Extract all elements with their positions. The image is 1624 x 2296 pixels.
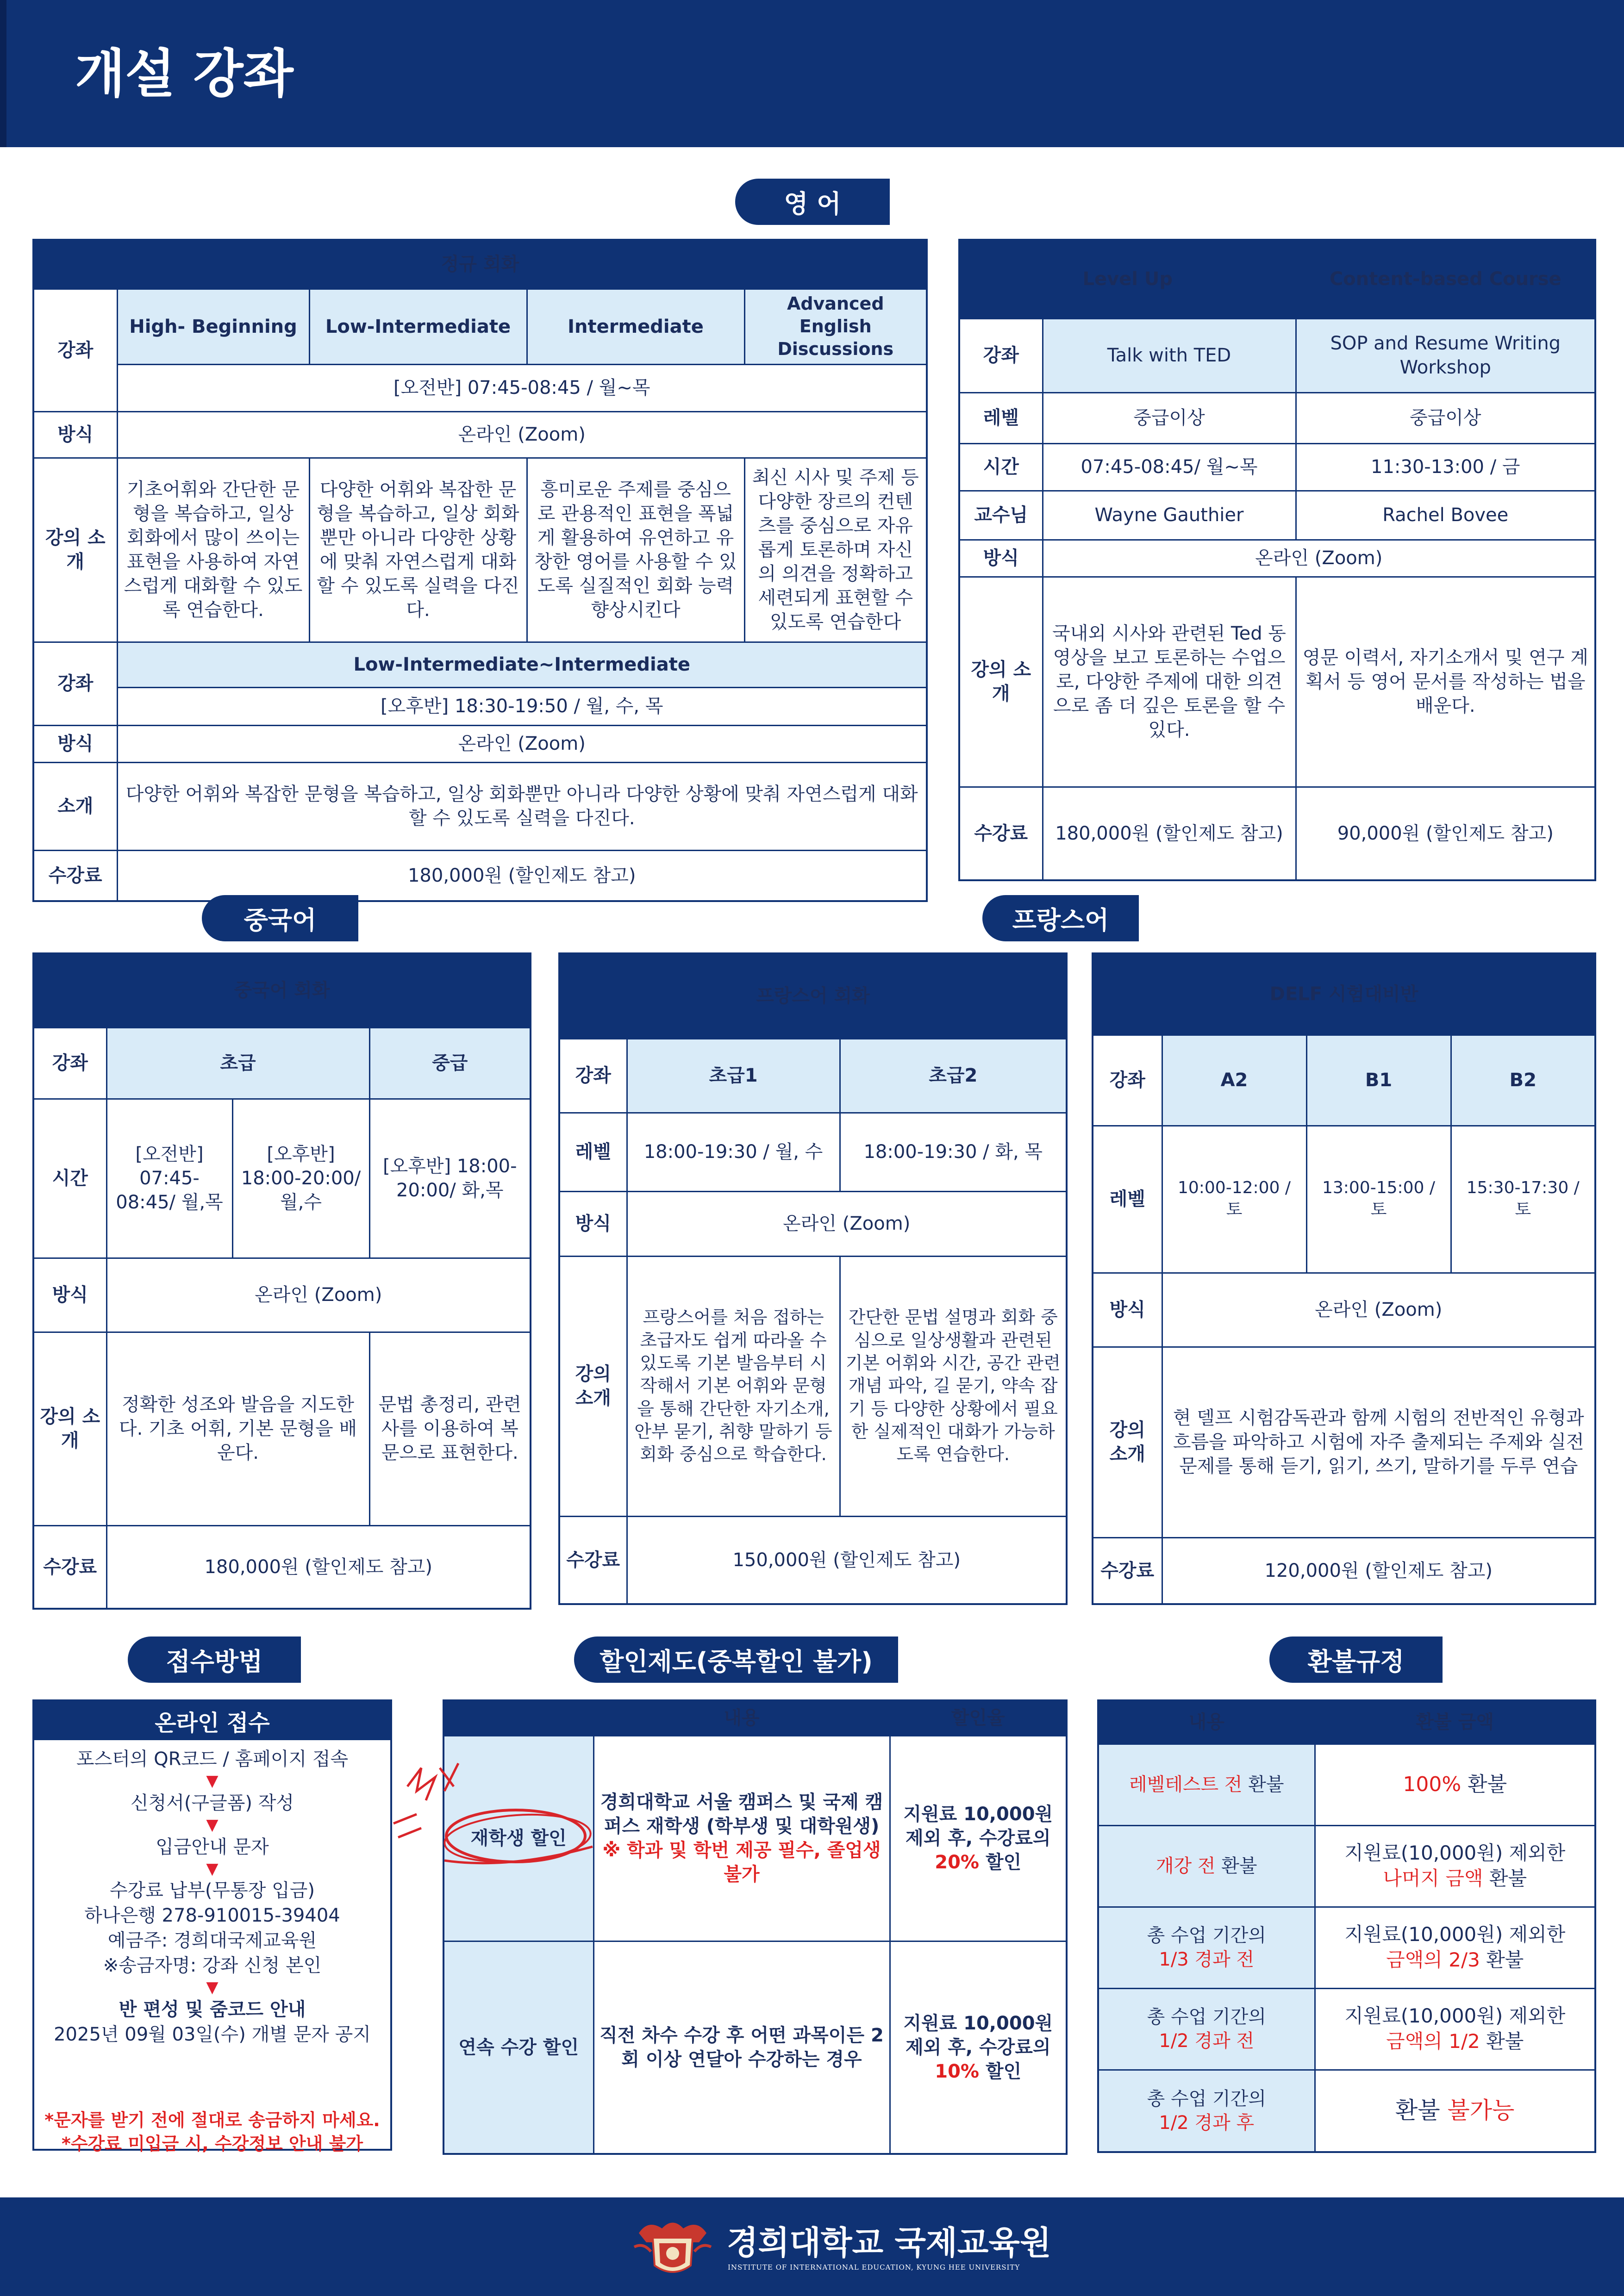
label-method-evening: 방식 [33, 725, 117, 762]
label-level: 레벨 [1093, 1126, 1162, 1273]
arrow-down-icon: ▼ [206, 1859, 219, 1878]
refund-cond-leveltest [1098, 1744, 1315, 1825]
chinese-title: 중국어 회화 [33, 953, 531, 1027]
refund-amount-leveltest [1315, 1744, 1595, 1825]
desc-ted: 국내외 시사와 관련된 Ted 동영상을 보고 토론하는 수업으로, 다양한 주제에 대한 의견으로 좀 더 깊은 토론을 할 수 있다. [1043, 577, 1296, 787]
warning-no-transfer: *문자를 받기 전에 절대로 송금하지 마세요. [44, 2110, 380, 2130]
evening-time: [오후반] 18:30-19:50 / 월, 수, 목 [117, 687, 927, 725]
refund-cond-before-start [1098, 1825, 1315, 1907]
chinese-table [32, 952, 531, 1610]
header-edge [0, 0, 6, 147]
notice-title: 반 편성 및 줌코드 안내 [119, 1999, 306, 2021]
professor-sop: Rachel Bovee [1296, 491, 1595, 540]
label-method: 방식 [959, 540, 1043, 577]
footer-institution-name: 경희대학교 국제교육원 [727, 2224, 1051, 2262]
french-table [558, 952, 1068, 1605]
desc-low-intermediate: 다양한 어휘와 복잡한 문형을 복습하고, 일상 회화뿐만 아니라 다양한 상황에 맞춰 자연스럽게 대화할 수 있도록 실력을 다진다. [309, 458, 527, 642]
discount-student-content [593, 1736, 890, 1941]
step-form: 신청서(구글폼) 작성 [130, 1792, 294, 1814]
desc-french-1: 프랑스어를 처음 접하는 초급자도 쉽게 따라올 수 있도록 기본 발음부터 시작해서 기본 어휘와 문형을 통해 간단한 자기소개, 안부 묻기, 취향 말하기 등 회화 중심으로 학습한다. [627, 1256, 840, 1516]
refund-cond-third [1098, 1907, 1315, 1988]
registration-warnings [34, 2109, 390, 2156]
cond-red: 레벨테스트 전 [1129, 1774, 1243, 1795]
amount-pre: 지원료(10,000원) 제외한 [1344, 1842, 1566, 1865]
refund-amount-third [1315, 1907, 1595, 1988]
section-french: 프랑스어 [982, 895, 1139, 941]
time-b2: 15:30-17:30 / 토 [1451, 1126, 1595, 1273]
label-course-evening: 강좌 [33, 642, 117, 725]
cond-red: 개강 전 [1156, 1855, 1216, 1877]
desc-french-2: 간단한 문법 설명과 회화 중심으로 일상생활과 관련된 기본 어휘와 시간, 공간 관련 개념 파악, 길 묻기, 약속 잡기 등 다양한 상황에서 필요한 실제적인 대화가 가능하도록 연습한다. [840, 1256, 1067, 1516]
rate-pre: 지원료 10,000원 제외 후, 수강료의 [903, 2012, 1053, 2058]
circle-annotation-icon [389, 1759, 611, 1898]
step-sms: 입금안내 문자 [156, 1836, 269, 1858]
french-method: 온라인 (Zoom) [627, 1191, 1067, 1256]
university-crest-icon [630, 2215, 716, 2279]
level-ted: 중급이상 [1043, 392, 1296, 443]
morning-method: 온라인 (Zoom) [117, 411, 927, 458]
cond-red: 1/3 경과 전 [1159, 1949, 1255, 1970]
level-intermediate: 중급 [369, 1027, 531, 1099]
section-discount: 할인제도(중복할인 불가) [574, 1636, 898, 1683]
label-intro-evening: 소개 [33, 762, 117, 850]
desc-chinese-beginner: 정확한 성조와 발음을 지도한다. 기초 어휘, 기본 문형을 배운다. [106, 1332, 369, 1525]
english-regular-title: 정규 회화 [33, 240, 927, 289]
label-course: 강좌 [33, 1027, 106, 1099]
section-refund: 환불규정 [1269, 1636, 1443, 1683]
french-title: 프랑스어 회화 [559, 953, 1067, 1039]
course-high-beginning: High- Beginning [117, 289, 309, 364]
time-evening-tt: [오후반] 18:00-20:00/ 화,목 [369, 1099, 531, 1258]
rate-value: 10% [935, 2060, 980, 2082]
discount-consecutive-content: 직전 차수 수강 후 어떤 과목이든 2회 이상 연달아 수강하는 경우 [593, 1941, 890, 2154]
cond-red: 1/2 경과 전 [1159, 2030, 1255, 2052]
english-special-table [958, 239, 1596, 881]
amount-post: 환불 [1489, 1867, 1527, 1890]
refund-amount-half-before [1315, 1988, 1595, 2070]
payment-title: 수강료 납부(무통장 입금) [109, 1880, 315, 1902]
morning-time: [오전반] 07:45-08:45 / 월~목 [117, 364, 927, 411]
discount-consecutive-rate [890, 1941, 1067, 2154]
course-advanced: Advanced English Discussions [744, 289, 927, 364]
cond-red: 1/2 경과 후 [1159, 2112, 1255, 2134]
label-course: 강좌 [559, 1039, 627, 1113]
footer-institution-subtitle: INSTITUTE OF INTERNATIONAL EDUCATION, KYUNG HEE UNIVERSITY [728, 2263, 1020, 2271]
desc-sop: 영문 이력서, 자기소개서 및 연구 계획서 등 영어 문서를 작성하는 법을 배운다. [1296, 577, 1595, 787]
time-morning: [오전반] 07:45-08:45/ 월,목 [106, 1099, 232, 1258]
amount-pre: 지원료(10,000원) 제외한 [1344, 1923, 1566, 1946]
refund-table [1097, 1699, 1596, 2153]
label-course: 강좌 [959, 318, 1043, 392]
amount-red: 100% [1403, 1773, 1462, 1797]
fee-sop: 90,000원 (할인제도 참고) [1296, 787, 1595, 880]
course-a2: A2 [1162, 1035, 1306, 1126]
amount-post: 환불 [1486, 1948, 1524, 1971]
arrow-down-icon: ▼ [206, 1978, 219, 1997]
header-level-up: Level Up [959, 240, 1296, 318]
label-fee: 수강료 [33, 850, 117, 901]
header-content-based: Content-based Course [1296, 240, 1595, 318]
course-b2: B2 [1451, 1035, 1595, 1126]
student-discount-label: 재학생 할인 [470, 1828, 567, 1849]
label-intro: 강의 소개 [33, 458, 117, 642]
desc-high-beginning: 기초어휘와 간단한 문형을 복습하고, 일상 회화에서 많이 쓰이는 표현을 사용하여 자연스럽게 대화할 수 있도록 연습한다. [117, 458, 309, 642]
delf-fee: 120,000원 (할인제도 참고) [1162, 1537, 1595, 1604]
label-method: 방식 [33, 411, 117, 458]
label-method: 방식 [33, 1258, 106, 1332]
step-qr: 포스터의 QR코드 / 홈페이지 접속 [76, 1748, 349, 1770]
english-regular-table [32, 239, 928, 902]
refund-header-content: 내용 [1098, 1700, 1315, 1744]
student-eligibility: 경희대학교 서울 캠퍼스 및 국제 캠퍼스 재학생 (학부생 및 대학원생) [600, 1792, 883, 1837]
amount-pre: 환불 [1395, 2097, 1440, 2124]
course-talk-with-ted: Talk with TED [1043, 318, 1296, 392]
amount-red: 나머지 금액 [1383, 1867, 1483, 1890]
evening-intro: 다양한 어휘와 복잡한 문형을 복습하고, 일상 회화뿐만 아니라 다양한 상황에 맞춰 자연스럽게 대화할 수 있도록 실력을 다진다. [117, 762, 927, 850]
refund-amount-before-start [1315, 1825, 1595, 1907]
delf-title: DELF 시험대비반 [1093, 953, 1595, 1035]
course-sop-resume: SOP and Resume Writing Workshop [1296, 318, 1595, 392]
rate-post: 할인 [985, 1852, 1022, 1873]
cond-pre: 총 수업 기간의 [1147, 2006, 1266, 2028]
course-beginner-1: 초급1 [627, 1039, 840, 1113]
label-fee: 수강료 [959, 787, 1043, 880]
chinese-method: 온라인 (Zoom) [106, 1258, 531, 1332]
payment-sender: ※송금자명: 강좌 신청 본인 [103, 1955, 322, 1977]
registration-title: 온라인 접수 [34, 1701, 390, 1740]
rate-pre: 지원료 10,000원 제외 후, 수강료의 [903, 1804, 1053, 1849]
refund-amount-half-after [1315, 2070, 1595, 2152]
time-evening-mw: [오후반] 18:00-20:00/ 월,수 [232, 1099, 369, 1258]
label-fee: 수강료 [33, 1525, 106, 1609]
cond-text: 환불 [1248, 1774, 1284, 1795]
special-method: 온라인 (Zoom) [1043, 540, 1595, 577]
section-registration: 접수방법 [128, 1636, 301, 1683]
refund-cond-half-before [1098, 1988, 1315, 2070]
time-ted: 07:45-08:45/ 월~목 [1043, 443, 1296, 491]
time-b1: 13:00-15:00 / 토 [1306, 1126, 1451, 1273]
section-chinese: 중국어 [202, 895, 358, 941]
cond-text: 환불 [1221, 1855, 1257, 1877]
discount-header-rate: 할인율 [890, 1700, 1067, 1736]
label-fee: 수강료 [1093, 1537, 1162, 1604]
label-level: 레벨 [559, 1113, 627, 1191]
refund-cond-half-after [1098, 2070, 1315, 2152]
desc-advanced: 최신 시사 및 주제 등 다양한 장르의 컨텐츠를 중심으로 자유롭게 토론하며 자신의 의견을 정확하고 세련되게 표현할 수 있도록 연습한다 [744, 458, 927, 642]
refund-header-amount: 환불 금액 [1315, 1700, 1595, 1744]
student-note: ※ 학과 및 학번 제공 필수, 졸업생 불가 [602, 1840, 881, 1885]
amount-red: 금액의 1/2 [1386, 2030, 1480, 2053]
label-fee: 수강료 [559, 1516, 627, 1604]
payment-holder: 예금주: 경희대국제교육원 [107, 1930, 317, 1952]
delf-description: 현 델프 시험감독관과 함께 시험의 전반적인 유형과 흐름을 파악하고 시험에 자주 출제되는 주제와 실전 문제를 통해 듣기, 읽기, 쓰기, 말하기를 두루 연습 [1162, 1347, 1595, 1537]
english-regular-fee: 180,000원 (할인제도 참고) [117, 850, 927, 901]
delf-method: 온라인 (Zoom) [1162, 1273, 1595, 1347]
arrow-down-icon: ▼ [206, 1815, 219, 1834]
registration-steps [34, 1747, 390, 2047]
desc-intermediate: 흥미로운 주제를 중심으로 관용적인 표현을 폭넓게 활용하여 유연하고 유창한 영어를 사용할 수 있도록 실질적인 회화 능력 향상시킨다 [527, 458, 744, 642]
amount-post: 환불 [1486, 2030, 1524, 2053]
cond-pre: 총 수업 기간의 [1147, 2088, 1266, 2109]
time-beginner-1: 18:00-19:30 / 월, 수 [627, 1113, 840, 1191]
section-english: 영 어 [735, 179, 890, 225]
time-beginner-2: 18:00-19:30 / 화, 목 [840, 1113, 1067, 1191]
course-low-intermediate: Low-Intermediate [309, 289, 527, 364]
label-method: 방식 [1093, 1273, 1162, 1347]
label-intro: 강의 소개 [559, 1256, 627, 1516]
warning-unpaid: *수강료 미입금 시, 수강정보 안내 불가 [61, 2134, 363, 2154]
registration-box [32, 1699, 392, 2154]
course-beginner-2: 초급2 [840, 1039, 1067, 1113]
page-title: 개설 강좌 [75, 44, 294, 104]
payment-account: 하나은행 278-910015-39404 [84, 1905, 340, 1927]
french-fee: 150,000원 (할인제도 참고) [627, 1516, 1067, 1604]
label-time: 시간 [959, 443, 1043, 491]
course-intermediate: Intermediate [527, 289, 744, 364]
label-course: 강좌 [33, 289, 117, 411]
label-intro: 강의 소개 [1093, 1347, 1162, 1537]
rate-post: 할인 [985, 2060, 1022, 2082]
notice-date: 2025년 09월 03일(수) 개별 문자 공지 [54, 2024, 371, 2046]
level-sop: 중급이상 [1296, 392, 1595, 443]
rate-value: 20% [935, 1852, 980, 1873]
label-professor: 교수님 [959, 491, 1043, 540]
time-sop: 11:30-13:00 / 금 [1296, 443, 1595, 491]
discount-consecutive-label: 연속 수강 할인 [443, 1941, 593, 2154]
professor-ted: Wayne Gauthier [1043, 491, 1296, 540]
label-method: 방식 [559, 1191, 627, 1256]
arrow-down-icon: ▼ [206, 1772, 219, 1790]
amount-red: 금액의 2/3 [1386, 1948, 1480, 1971]
chinese-fee: 180,000원 (할인제도 참고) [106, 1525, 531, 1609]
label-course: 강좌 [1093, 1035, 1162, 1126]
time-a2: 10:00-12:00 / 토 [1162, 1126, 1306, 1273]
amount-post: 환불 [1468, 1773, 1507, 1797]
delf-table [1092, 952, 1596, 1605]
level-beginner: 초급 [106, 1027, 369, 1099]
amount-red: 불가능 [1447, 2097, 1515, 2124]
label-intro: 강의 소개 [33, 1332, 106, 1525]
evening-course: Low-Intermediate~Intermediate [117, 642, 927, 687]
cond-pre: 총 수업 기간의 [1147, 1925, 1266, 1946]
desc-chinese-intermediate: 문법 총정리, 관련사를 이용하여 복문으로 표현한다. [369, 1332, 531, 1525]
fee-ted: 180,000원 (할인제도 참고) [1043, 787, 1296, 880]
evening-method: 온라인 (Zoom) [117, 725, 927, 762]
course-b1: B1 [1306, 1035, 1451, 1126]
discount-header-content: 내용 [593, 1700, 890, 1736]
label-level: 레벨 [959, 392, 1043, 443]
amount-pre: 지원료(10,000원) 제외한 [1344, 2004, 1566, 2028]
discount-student-rate [890, 1736, 1067, 1941]
label-intro: 강의 소개 [959, 577, 1043, 787]
label-time: 시간 [33, 1099, 106, 1258]
